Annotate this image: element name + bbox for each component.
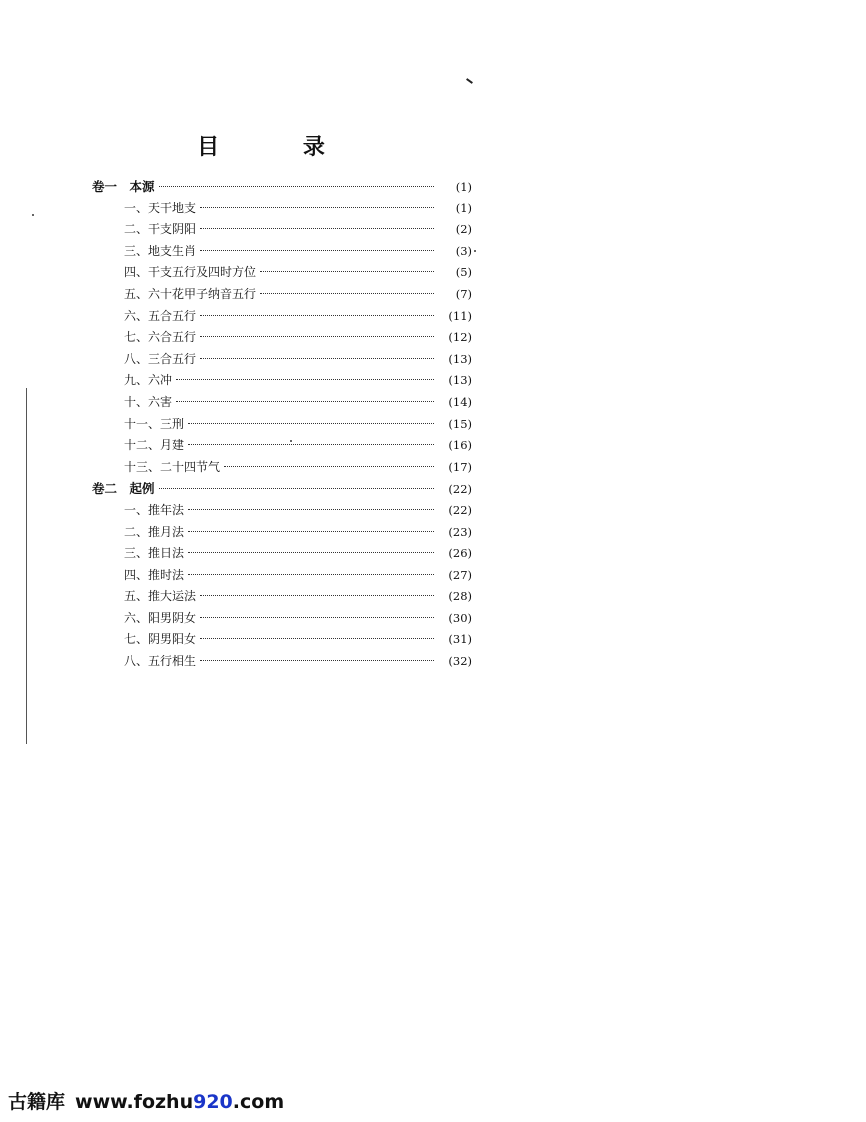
- toc-dot-leader: [200, 358, 434, 359]
- toc-page-number: (28): [448, 589, 472, 604]
- toc-page-number: (7): [455, 286, 472, 301]
- toc-dot-leader: [200, 638, 434, 639]
- toc-entry-label: 十二、月建: [124, 438, 185, 453]
- toc-section-row: [92, 370, 472, 392]
- toc-dot-leader: [200, 336, 434, 337]
- watermark-site-name: 古籍库: [8, 1091, 66, 1113]
- toc-dot-leader: [200, 315, 434, 316]
- toc-section-row: [92, 651, 472, 673]
- toc-entry-label: 卷一 本源: [92, 179, 155, 194]
- scan-edge-line: [26, 388, 27, 744]
- toc-entry-label: 二、干支阴阳: [124, 222, 197, 237]
- toc-entry-label: 二、推月法: [124, 524, 185, 539]
- toc-dot-leader: [200, 660, 434, 661]
- toc-page-number: (14): [448, 394, 472, 409]
- toc-dot-leader: [188, 574, 434, 575]
- toc-section-row: [92, 565, 472, 587]
- toc-dot-leader: [200, 595, 434, 596]
- toc-page-number: (32): [448, 654, 472, 669]
- toc-page-number: (16): [448, 438, 472, 453]
- toc-section-row: [92, 262, 472, 284]
- toc-entry-label: 十一、三刑: [124, 416, 185, 431]
- toc-entry-label: 九、六冲: [124, 373, 173, 388]
- toc-entry-label: 四、推时法: [124, 567, 185, 582]
- toc-entry-label: 五、六十花甲子纳音五行: [124, 286, 257, 301]
- toc-section-row: [92, 198, 472, 220]
- toc-dot-leader: [260, 293, 434, 294]
- page-title: 目 录: [197, 135, 363, 160]
- toc-page-number: (30): [448, 610, 472, 625]
- toc-entry-label: 八、五行相生: [124, 654, 197, 669]
- toc-entry-label: 六、阳男阴女: [124, 610, 197, 625]
- toc-page-number: (31): [448, 632, 472, 647]
- toc-page-number: (2): [455, 222, 472, 237]
- toc-dot-leader: [188, 423, 434, 424]
- toc-entry-label: 一、推年法: [124, 502, 185, 517]
- toc-section-row: [92, 586, 472, 608]
- toc-page-number: (17): [448, 459, 472, 474]
- toc-entry-label: 四、干支五行及四时方位: [124, 265, 257, 280]
- site-watermark: [8, 1087, 284, 1114]
- toc-section-row: [92, 327, 472, 349]
- toc-entry-label: 十三、二十四节气: [124, 459, 221, 474]
- scan-speck: [466, 78, 473, 84]
- scan-speck: [474, 250, 476, 252]
- toc-dot-leader: [200, 250, 434, 251]
- toc-page-number: (13): [448, 351, 472, 366]
- toc-section-row: [92, 392, 472, 414]
- toc-entry-label: 七、六合五行: [124, 330, 197, 345]
- toc-dot-leader: [176, 379, 434, 380]
- toc-section-row: [92, 629, 472, 651]
- toc-page-number: (23): [448, 524, 472, 539]
- toc-section-row: [92, 608, 472, 630]
- toc-page-number: (11): [448, 308, 472, 323]
- toc-page-number: (1): [455, 180, 472, 194]
- watermark-url-suffix: .com: [232, 1091, 285, 1113]
- toc-chapter-row: [92, 176, 472, 198]
- toc-entry-label: 八、三合五行: [124, 351, 197, 366]
- toc-page-number: (22): [448, 502, 472, 517]
- toc-dot-leader: [200, 617, 434, 618]
- toc-section-row: [92, 241, 472, 263]
- toc-page-number: (1): [455, 200, 472, 215]
- toc-section-row: [92, 543, 472, 565]
- toc-page-number: (27): [448, 567, 472, 582]
- toc-chapter-row: [92, 478, 472, 500]
- toc-entry-label: 七、阴男阳女: [124, 632, 197, 647]
- toc-page-number: (26): [448, 546, 472, 561]
- toc-section-row: [92, 219, 472, 241]
- toc-page-number: (13): [448, 373, 472, 388]
- toc-section-row: [92, 306, 472, 328]
- toc-page-number: (5): [455, 265, 472, 280]
- toc-dot-leader: [224, 466, 434, 467]
- toc-section-row: [92, 500, 472, 522]
- toc-section-row: [92, 284, 472, 306]
- toc-entry-label: 五、推大运法: [124, 589, 197, 604]
- toc-entry-label: 三、地支生肖: [124, 243, 197, 258]
- toc-dot-leader: [200, 228, 434, 229]
- toc-entry-label: 十、六害: [124, 394, 173, 409]
- toc-entry-label: 一、天干地支: [124, 200, 197, 215]
- toc-section-row: [92, 349, 472, 371]
- toc-page-number: (3): [455, 243, 472, 258]
- toc-page-number: (22): [448, 482, 472, 497]
- toc-section-row: [92, 435, 472, 457]
- toc-entry-label: 六、五合五行: [124, 308, 197, 323]
- watermark-url-number: 920: [193, 1091, 233, 1113]
- toc-dot-leader: [188, 509, 434, 510]
- toc-dot-leader: [188, 552, 434, 553]
- toc-section-row: [92, 457, 472, 479]
- watermark-url-prefix: www.fozhu: [75, 1091, 194, 1113]
- toc-section-row: [92, 414, 472, 436]
- scan-speck: [32, 214, 34, 216]
- toc-dot-leader: [188, 531, 434, 532]
- toc-section-row: [92, 522, 472, 544]
- toc-page-number: (12): [448, 330, 472, 345]
- toc-page-number: (15): [448, 416, 472, 431]
- toc-dot-leader: [200, 207, 434, 208]
- table-of-contents: [92, 176, 472, 673]
- toc-dot-leader: [159, 186, 434, 187]
- toc-dot-leader: [159, 488, 434, 489]
- toc-dot-leader: [260, 271, 434, 272]
- toc-entry-label: 三、推日法: [124, 546, 185, 561]
- toc-dot-leader: [176, 401, 434, 402]
- toc-entry-label: 卷二 起例: [92, 481, 155, 497]
- toc-dot-leader: [188, 444, 434, 445]
